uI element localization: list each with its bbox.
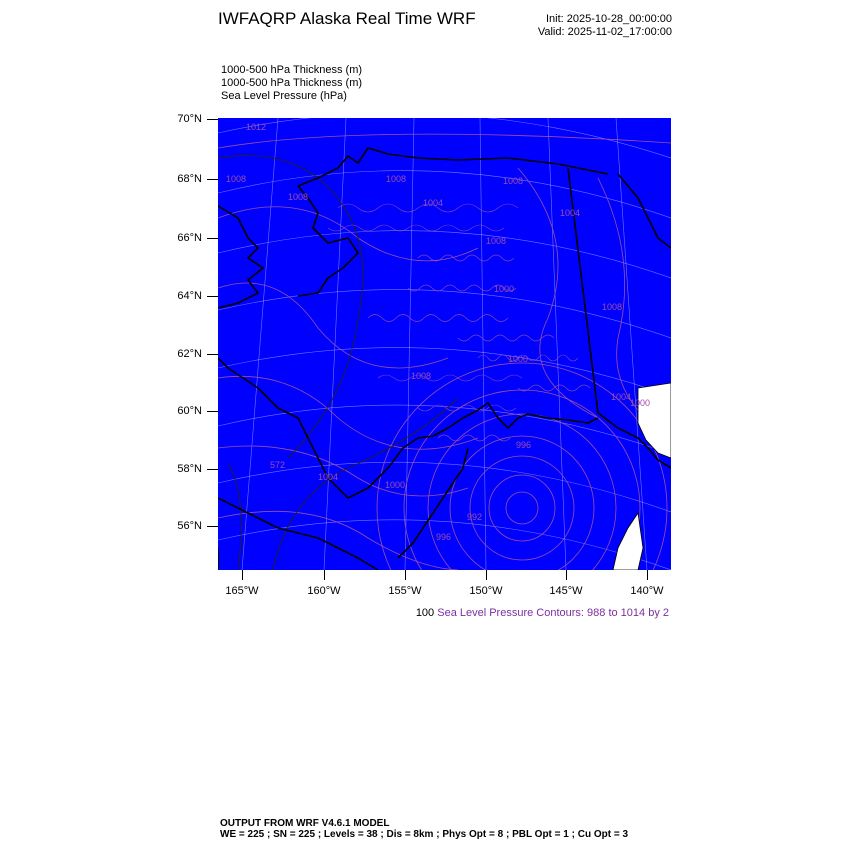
time-info	[538, 13, 672, 39]
contour-label: 1004	[423, 198, 444, 208]
lat-tick	[207, 526, 218, 527]
contour-label: 1008	[288, 192, 309, 202]
model-output-line: OUTPUT FROM WRF V4.6.1 MODEL	[220, 818, 390, 829]
lat-label-56: 56°N	[177, 520, 202, 532]
contour-label: 1008	[503, 176, 524, 186]
lat-tick	[207, 411, 218, 412]
slp-contour-info: Sea Level Pressure Contours: 988 to 1014 by 2	[437, 607, 669, 619]
contour-label: 1004	[611, 392, 632, 402]
lon-label-150: 150°W	[469, 585, 503, 597]
contour-label: 1004	[560, 208, 581, 218]
lon-tick	[486, 570, 487, 580]
contour-label: 1000	[630, 398, 651, 408]
contour-label: 572	[270, 460, 286, 470]
contour-labels	[226, 122, 650, 542]
field-thickness-1: 1000-500 hPa Thickness (m)	[221, 64, 363, 76]
coastal-island	[613, 513, 643, 570]
lon-label-155: 155°W	[388, 585, 422, 597]
map-panel	[218, 118, 671, 570]
model-footer	[220, 818, 628, 840]
graticule	[218, 118, 671, 570]
thickness-contours	[218, 156, 458, 571]
contour-label: 1008	[386, 174, 407, 184]
lon-label-160: 160°W	[307, 585, 341, 597]
plot-title: IWFAQRP Alaska Real Time WRF	[218, 9, 476, 28]
contour-label: 1012	[246, 122, 267, 132]
field-list	[221, 64, 362, 103]
contour-label: 1008	[486, 236, 507, 246]
contour-label: 1008	[602, 302, 623, 312]
contour-label: 1000	[385, 480, 406, 490]
contour-label: 996	[516, 440, 532, 450]
lat-label-68: 68°N	[177, 173, 202, 185]
lat-label-70: 70°N	[177, 113, 202, 125]
lat-tick	[207, 119, 218, 120]
contour-label: 1000	[494, 284, 515, 294]
init-time: Init: 2025-10-28_00:00:00	[546, 13, 672, 25]
contour-label: 992	[467, 512, 483, 522]
contour-label: 1008	[226, 174, 247, 184]
contour-label: 996	[436, 532, 452, 542]
lat-tick	[207, 238, 218, 239]
lat-label-64: 64°N	[177, 290, 202, 302]
lon-label-145: 145°W	[549, 585, 583, 597]
slp-contours	[218, 134, 671, 570]
lat-label-60: 60°N	[177, 405, 202, 417]
contour-label: 1004	[318, 472, 339, 482]
canada-region	[638, 383, 671, 458]
lat-label-66: 66°N	[177, 232, 202, 244]
lat-tick	[207, 469, 218, 470]
contour-legend	[416, 607, 669, 619]
lat-label-58: 58°N	[177, 463, 202, 475]
lat-tick	[207, 179, 218, 180]
lat-label-62: 62°N	[177, 348, 202, 360]
contour-label: 1000	[508, 354, 529, 364]
lon-label-165: 165°W	[225, 585, 259, 597]
lon-tick	[242, 570, 243, 580]
contour-label: 1008	[411, 371, 432, 381]
lon-tick	[647, 570, 648, 580]
lon-tick	[324, 570, 325, 580]
lon-tick	[405, 570, 406, 580]
map-svg	[218, 118, 671, 570]
lon-tick	[566, 570, 567, 580]
field-thickness-2: 1000-500 hPa Thickness (m)	[221, 77, 363, 89]
valid-time: Valid: 2025-11-02_17:00:00	[537, 26, 672, 38]
lat-tick	[207, 354, 218, 355]
model-config-line: WE = 225 ; SN = 225 ; Levels = 38 ; Dis = 8km ; Phys Opt = 8 ; PBL Opt = 1 ; Cu Opt = 3	[220, 829, 629, 840]
lat-tick	[207, 296, 218, 297]
field-slp: Sea Level Pressure (hPa)	[221, 90, 347, 102]
contour-legend-lead: 100	[415, 607, 435, 619]
lon-label-140: 140°W	[630, 585, 664, 597]
